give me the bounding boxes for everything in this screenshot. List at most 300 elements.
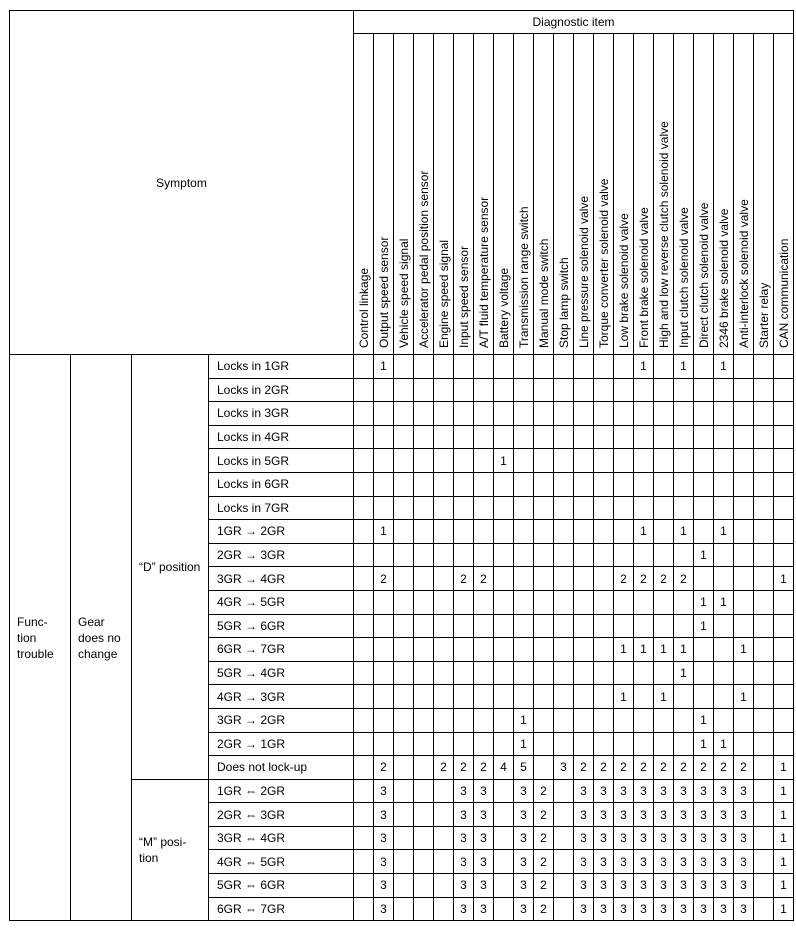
row-label: Locks in 4GR — [209, 425, 354, 449]
cell-value — [574, 378, 594, 402]
cell-value — [454, 378, 474, 402]
cell-value: 2 — [454, 756, 474, 780]
cell-value — [674, 425, 694, 449]
cell-value: 1 — [734, 638, 754, 662]
cell-value — [454, 685, 474, 709]
diagnostic-table — [9, 10, 794, 921]
cell-value — [574, 449, 594, 473]
cell-value — [714, 402, 734, 426]
cell-value — [594, 567, 614, 591]
cell-value — [754, 402, 774, 426]
cell-value — [554, 803, 574, 827]
cell-value: 3 — [614, 826, 634, 850]
cell-value — [634, 378, 654, 402]
cell-value: 3 — [514, 826, 534, 850]
cell-value — [394, 779, 414, 803]
cell-value: 3 — [634, 779, 654, 803]
cell-value: 3 — [674, 897, 694, 921]
cell-value — [534, 567, 554, 591]
cell-value: 3 — [634, 826, 654, 850]
cell-value: 3 — [654, 874, 674, 898]
cell-value — [614, 661, 634, 685]
cell-value — [754, 496, 774, 520]
cell-value: 3 — [594, 779, 614, 803]
cell-value — [474, 496, 494, 520]
cell-value: 3 — [654, 826, 674, 850]
cell-value — [774, 449, 794, 473]
cell-value: 1 — [774, 897, 794, 921]
cell-value — [494, 826, 514, 850]
row-label: 4GR ⇔ 5GR — [209, 850, 354, 874]
cell-value — [534, 355, 554, 379]
column-header — [614, 34, 634, 355]
cell-value — [554, 472, 574, 496]
cell-value: 1 — [714, 520, 734, 544]
cell-value: 3 — [714, 826, 734, 850]
cell-value — [494, 425, 514, 449]
column-header — [434, 34, 454, 355]
cell-value: 3 — [674, 874, 694, 898]
cell-value: 1 — [714, 355, 734, 379]
cell-value: 1 — [694, 614, 714, 638]
cell-value — [694, 472, 714, 496]
cell-value — [614, 378, 634, 402]
cell-value: 2 — [714, 756, 734, 780]
cell-value — [594, 425, 614, 449]
cell-value — [434, 897, 454, 921]
cell-value — [414, 850, 434, 874]
column-header-label: Transmission range switch — [516, 206, 531, 348]
cell-value — [414, 543, 434, 567]
cell-value — [374, 402, 394, 426]
cell-value — [434, 826, 454, 850]
cell-value — [534, 496, 554, 520]
cell-value — [514, 355, 534, 379]
cell-value — [654, 520, 674, 544]
cell-value — [494, 355, 514, 379]
cell-value — [654, 496, 674, 520]
row-label: 4GR → 5GR — [209, 590, 354, 614]
cell-value — [554, 732, 574, 756]
cell-value — [514, 402, 534, 426]
cell-value — [574, 732, 594, 756]
cell-value: 1 — [374, 520, 394, 544]
cell-value: 3 — [474, 803, 494, 827]
cell-value — [574, 355, 594, 379]
cell-value — [354, 355, 374, 379]
cell-value: 1 — [494, 449, 514, 473]
row-label: 2GR → 3GR — [209, 543, 354, 567]
cell-value — [454, 355, 474, 379]
cell-value — [714, 638, 734, 662]
cell-value — [554, 874, 574, 898]
cell-value — [614, 614, 634, 638]
column-header — [554, 34, 574, 355]
cell-value — [414, 803, 434, 827]
column-header — [494, 34, 514, 355]
column-header-label: Torque converter solenoid valve — [596, 178, 611, 348]
cell-value: 3 — [574, 826, 594, 850]
cell-value — [554, 378, 574, 402]
column-header — [474, 34, 494, 355]
cell-value — [734, 449, 754, 473]
cell-value — [514, 614, 534, 638]
column-header-label: Engine speed signal — [436, 239, 451, 348]
cell-value: 3 — [654, 779, 674, 803]
cell-value — [754, 756, 774, 780]
cell-value: 3 — [674, 803, 694, 827]
cell-value — [614, 402, 634, 426]
cell-value — [354, 567, 374, 591]
cell-value: 1 — [514, 732, 534, 756]
cell-value — [454, 402, 474, 426]
cell-value — [434, 803, 454, 827]
cell-value: 1 — [734, 685, 754, 709]
cell-value — [414, 567, 434, 591]
cell-value: 1 — [674, 638, 694, 662]
cell-value: 2 — [534, 826, 554, 850]
cell-value: 1 — [774, 850, 794, 874]
cell-value: 1 — [774, 803, 794, 827]
column-header-label: Low brake solenoid valve — [616, 213, 631, 348]
cell-value — [734, 520, 754, 544]
cell-value — [434, 496, 454, 520]
cell-value — [554, 520, 574, 544]
cell-value: 2 — [534, 897, 554, 921]
cell-value — [514, 425, 534, 449]
cell-value: 1 — [774, 756, 794, 780]
cell-value: 1 — [674, 520, 694, 544]
cell-value — [354, 614, 374, 638]
cell-value — [754, 520, 774, 544]
cell-value — [414, 496, 434, 520]
cell-value: 1 — [634, 638, 654, 662]
row-label: 3GR → 4GR — [209, 567, 354, 591]
group-function-trouble: Func- tion trouble — [10, 355, 71, 921]
cell-value — [434, 425, 454, 449]
cell-value — [454, 614, 474, 638]
cell-value — [634, 402, 654, 426]
cell-value — [394, 520, 414, 544]
cell-value — [554, 402, 574, 426]
cell-value — [414, 874, 434, 898]
cell-value: 3 — [554, 756, 574, 780]
cell-value — [614, 520, 634, 544]
cell-value — [594, 685, 614, 709]
cell-value — [494, 590, 514, 614]
cell-value: 1 — [654, 685, 674, 709]
cell-value — [434, 472, 454, 496]
cell-value: 3 — [514, 874, 534, 898]
cell-value — [714, 496, 734, 520]
cell-value — [594, 543, 614, 567]
cell-value — [594, 355, 614, 379]
cell-value: 3 — [634, 850, 654, 874]
cell-value: 3 — [374, 850, 394, 874]
cell-value — [454, 708, 474, 732]
column-header — [694, 34, 714, 355]
cell-value — [774, 425, 794, 449]
cell-value — [394, 803, 414, 827]
cell-value: 3 — [654, 850, 674, 874]
cell-value: 3 — [374, 779, 394, 803]
cell-value — [454, 590, 474, 614]
cell-value — [654, 472, 674, 496]
cell-value: 3 — [694, 779, 714, 803]
cell-value — [414, 779, 434, 803]
cell-value — [674, 685, 694, 709]
column-header — [574, 34, 594, 355]
cell-value — [754, 543, 774, 567]
cell-value: 3 — [574, 874, 594, 898]
cell-value — [454, 543, 474, 567]
cell-value — [494, 402, 514, 426]
cell-value — [494, 803, 514, 827]
cell-value — [774, 355, 794, 379]
cell-value — [374, 732, 394, 756]
row-label: 4GR → 3GR — [209, 685, 354, 709]
cell-value — [414, 449, 434, 473]
cell-value — [434, 614, 454, 638]
cell-value — [354, 520, 374, 544]
cell-value — [594, 402, 614, 426]
cell-value — [434, 520, 454, 544]
cell-value — [594, 472, 614, 496]
cell-value — [374, 496, 394, 520]
cell-value — [614, 449, 634, 473]
cell-value: 2 — [654, 567, 674, 591]
cell-value — [674, 708, 694, 732]
cell-value: 3 — [514, 779, 534, 803]
row-label: 5GR ⇔ 6GR — [209, 874, 354, 898]
cell-value — [734, 732, 754, 756]
cell-value — [514, 472, 534, 496]
cell-value — [554, 708, 574, 732]
cell-value — [574, 496, 594, 520]
cell-value: 3 — [614, 874, 634, 898]
column-header-label: Output speed sensor — [376, 236, 391, 348]
cell-value — [474, 614, 494, 638]
column-header — [734, 34, 754, 355]
column-header — [374, 34, 394, 355]
cell-value — [594, 614, 614, 638]
cell-value: 3 — [694, 897, 714, 921]
cell-value — [474, 378, 494, 402]
cell-value — [634, 496, 654, 520]
cell-value — [654, 355, 674, 379]
cell-value — [494, 472, 514, 496]
cell-value — [754, 567, 774, 591]
cell-value — [514, 449, 534, 473]
cell-value — [414, 685, 434, 709]
cell-value: 3 — [714, 874, 734, 898]
cell-value — [354, 543, 374, 567]
row-label: 5GR → 4GR — [209, 661, 354, 685]
cell-value — [534, 685, 554, 709]
cell-value — [394, 496, 414, 520]
cell-value — [354, 826, 374, 850]
cell-value — [694, 661, 714, 685]
group-d-position: “D” position — [132, 355, 209, 780]
cell-value — [354, 638, 374, 662]
cell-value — [714, 378, 734, 402]
cell-value — [754, 355, 774, 379]
cell-value — [374, 449, 394, 473]
cell-value: 3 — [594, 850, 614, 874]
cell-value: 3 — [474, 874, 494, 898]
column-header-label: Battery voltage — [496, 267, 511, 348]
cell-value — [774, 543, 794, 567]
cell-value: 3 — [614, 897, 634, 921]
cell-value: 2 — [674, 567, 694, 591]
cell-value: 3 — [654, 897, 674, 921]
cell-value: 3 — [514, 850, 534, 874]
cell-value — [614, 425, 634, 449]
cell-value — [374, 472, 394, 496]
cell-value — [474, 708, 494, 732]
cell-value — [554, 661, 574, 685]
cell-value — [554, 897, 574, 921]
cell-value — [494, 520, 514, 544]
cell-value — [694, 378, 714, 402]
cell-value — [394, 661, 414, 685]
cell-value — [394, 590, 414, 614]
cell-value — [554, 543, 574, 567]
cell-value: 1 — [694, 732, 714, 756]
cell-value — [674, 732, 694, 756]
cell-value: 3 — [594, 897, 614, 921]
column-header — [514, 34, 534, 355]
cell-value — [614, 355, 634, 379]
cell-value — [434, 874, 454, 898]
cell-value: 3 — [734, 850, 754, 874]
cell-value — [434, 638, 454, 662]
cell-value — [374, 638, 394, 662]
cell-value: 2 — [574, 756, 594, 780]
cell-value — [454, 661, 474, 685]
cell-value — [774, 732, 794, 756]
cell-value — [714, 614, 734, 638]
cell-value — [494, 708, 514, 732]
cell-value: 3 — [614, 803, 634, 827]
cell-value — [594, 708, 614, 732]
cell-value — [394, 732, 414, 756]
cell-value — [594, 449, 614, 473]
row-label: Does not lock-up — [209, 756, 354, 780]
cell-value — [454, 449, 474, 473]
cell-value — [374, 661, 394, 685]
cell-value — [454, 472, 474, 496]
cell-value — [534, 638, 554, 662]
cell-value — [654, 614, 674, 638]
cell-value — [754, 732, 774, 756]
cell-value: 1 — [674, 355, 694, 379]
cell-value — [774, 708, 794, 732]
cell-value — [534, 472, 554, 496]
cell-value — [694, 425, 714, 449]
cell-value — [354, 732, 374, 756]
cell-value — [394, 355, 414, 379]
cell-value — [374, 590, 394, 614]
cell-value: 3 — [374, 803, 394, 827]
column-header-label: Stop lamp switch — [556, 257, 571, 348]
group-m-position: “M” posi- tion — [132, 779, 209, 921]
cell-value — [494, 732, 514, 756]
cell-value — [674, 614, 694, 638]
cell-value — [574, 661, 594, 685]
cell-value — [494, 614, 514, 638]
cell-value — [614, 496, 634, 520]
group-gear-no-change: Gear does no change — [71, 355, 132, 921]
cell-value — [714, 685, 734, 709]
cell-value — [374, 543, 394, 567]
cell-value — [354, 449, 374, 473]
row-label: Locks in 7GR — [209, 496, 354, 520]
cell-value — [554, 425, 574, 449]
cell-value — [434, 355, 454, 379]
row-label: 6GR → 7GR — [209, 638, 354, 662]
row-label: 1GR → 2GR — [209, 520, 354, 544]
cell-value — [734, 614, 754, 638]
cell-value — [594, 378, 614, 402]
cell-value — [734, 708, 754, 732]
cell-value: 3 — [734, 779, 754, 803]
cell-value — [474, 685, 494, 709]
cell-value — [574, 685, 594, 709]
cell-value — [734, 543, 754, 567]
cell-value — [394, 638, 414, 662]
cell-value — [394, 897, 414, 921]
cell-value — [774, 378, 794, 402]
cell-value — [394, 425, 414, 449]
cell-value — [754, 826, 774, 850]
cell-value: 3 — [474, 897, 494, 921]
cell-value — [534, 520, 554, 544]
row-label: 2GR ⇔ 3GR — [209, 803, 354, 827]
cell-value — [674, 402, 694, 426]
cell-value — [554, 850, 574, 874]
cell-value — [474, 520, 494, 544]
cell-value — [634, 425, 654, 449]
column-header-label: Accelerator pedal position sensor — [416, 170, 431, 348]
cell-value — [594, 661, 614, 685]
cell-value — [534, 708, 554, 732]
cell-value — [494, 638, 514, 662]
cell-value — [674, 472, 694, 496]
cell-value: 2 — [694, 756, 714, 780]
cell-value — [654, 402, 674, 426]
cell-value — [514, 567, 534, 591]
cell-value — [474, 661, 494, 685]
cell-value — [474, 355, 494, 379]
cell-value: 3 — [654, 803, 674, 827]
row-label: 2GR → 1GR — [209, 732, 354, 756]
row-label: 1GR ⇔ 2GR — [209, 779, 354, 803]
cell-value: 3 — [614, 850, 634, 874]
cell-value — [454, 496, 474, 520]
cell-value — [394, 449, 414, 473]
cell-value — [394, 614, 414, 638]
cell-value — [414, 425, 434, 449]
cell-value — [494, 850, 514, 874]
cell-value — [774, 661, 794, 685]
cell-value: 1 — [774, 567, 794, 591]
cell-value: 3 — [474, 779, 494, 803]
cell-value: 3 — [574, 850, 594, 874]
cell-value: 2 — [594, 756, 614, 780]
cell-value — [414, 378, 434, 402]
cell-value — [634, 543, 654, 567]
